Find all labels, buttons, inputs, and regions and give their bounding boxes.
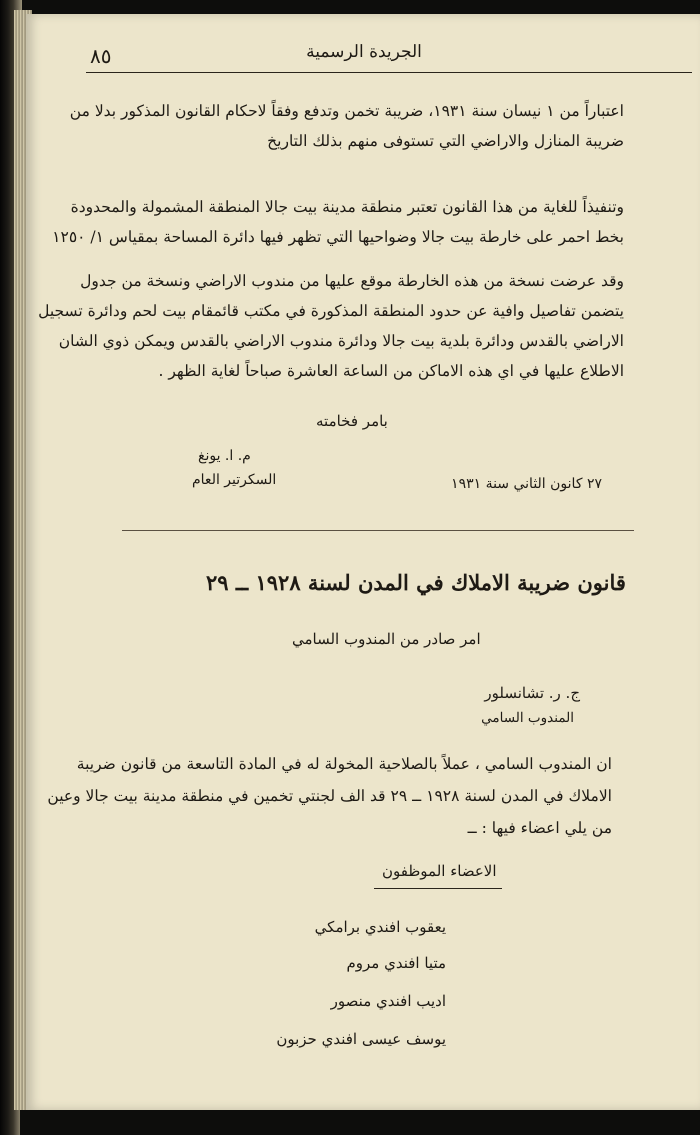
section-divider <box>122 530 634 531</box>
signatory-title: السكرتير العام <box>192 472 277 488</box>
law-subtitle: امر صادر من المندوب السامي <box>292 630 481 648</box>
member-name: يعقوب افندي برامكي <box>314 918 446 936</box>
page-number: ٨٥ <box>90 44 112 68</box>
by-order: بامر فخامته <box>316 412 388 430</box>
notice-date: ٢٧ كانون الثاني سنة ١٩٣١ <box>451 476 602 492</box>
member-name: يوسف عيسى افندي حزبون <box>276 1030 446 1048</box>
text-line: اعتباراً من ١ نيسان سنة ١٩٣١، ضريبة تخمن وتدفع وفقاً لاحكام القانون المذكور بدلا من <box>69 102 624 120</box>
text-line: وقد عرضت نسخة من هذه الخارطة موقع عليها من مندوب الاراضي ونسخة من جدول <box>80 272 624 290</box>
text-line: الاملاك في المدن لسنة ١٩٢٨ ــ ٢٩ قد الف لجنتي تخمين في منطقة مدينة بيت جالا وعين <box>47 787 612 805</box>
publication-title: الجريدة الرسمية <box>306 42 422 62</box>
law-title: قانون ضريبة الاملاك في المدن لسنة ١٩٢٨ ــ ٢٩ <box>206 570 626 595</box>
text-line: الاراضي بالقدس ودائرة بلدية بيت جالا ودائرة مندوب الاراضي بالقدس ويمكن ذوي الشان <box>58 332 624 350</box>
commissioner-name: ج. ر. تشانسلور <box>484 684 580 702</box>
members-heading-underline <box>374 888 502 889</box>
law-body <box>47 748 612 844</box>
commissioner-title: المندوب السامي <box>481 710 574 726</box>
page-bottom-shadow <box>20 1110 700 1135</box>
notice-paragraph-2 <box>52 192 624 252</box>
text-line: الاطلاع عليها في اي هذه الاماكن من الساعة العاشرة صباحاً لغاية الظهر . <box>158 362 624 380</box>
text-line: يتضمن تفاصيل وافية عن حدود المنطقة المذكورة في مكتب قائمقام بيت لحم ودائرة تسجيل <box>38 302 624 320</box>
text-line: وتنفيذاً للغاية من هذا القانون تعتبر منطقة مدينة بيت جالا المنطقة المشمولة والمحدودة <box>70 198 624 216</box>
member-name: متيا افندي مروم <box>346 954 446 972</box>
text-line: ضريبة المنازل والاراضي التي تستوفى منهم بذلك التاريخ <box>267 132 624 150</box>
member-name: اديب افندي منصور <box>330 992 446 1010</box>
text-line: ان المندوب السامي ، عملاً بالصلاحية المخولة له في المادة التاسعة من قانون ضريبة <box>76 755 612 773</box>
members-heading: الاعضاء الموظفون <box>382 862 497 880</box>
gazette-page <box>26 14 700 1110</box>
notice-paragraph-1 <box>70 96 624 156</box>
header-rule <box>86 72 692 73</box>
signatory-name: م. ا. يونغ <box>198 448 251 464</box>
text-line: من يلي اعضاء فيها : ــ <box>467 819 612 837</box>
notice-paragraph-3 <box>38 266 624 386</box>
text-line: بخط احمر على خارطة بيت جالا وضواحيها التي تظهر فيها دائرة المساحة بمقياس ١/ ١٢٥٠ <box>52 228 624 246</box>
